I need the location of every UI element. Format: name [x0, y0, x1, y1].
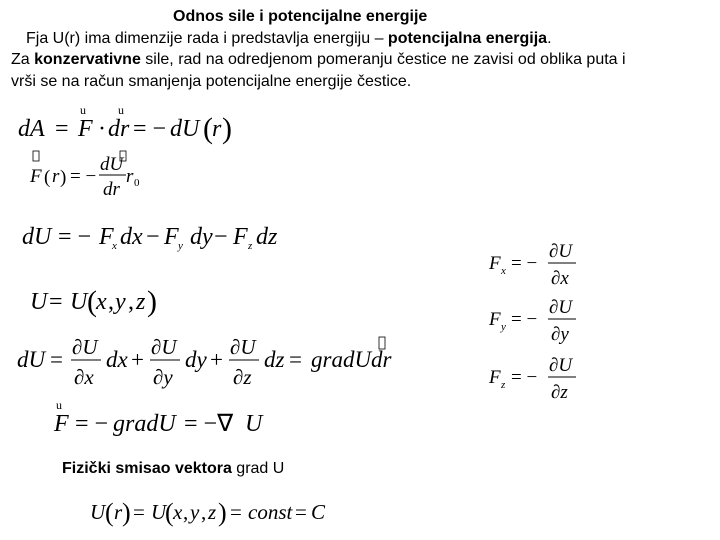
equation-potential-function	[30, 285, 157, 318]
svg-text:dA: dA	[18, 116, 45, 142]
svg-text:−: −	[214, 224, 228, 250]
svg-text:U: U	[245, 411, 263, 437]
svg-text:): )	[147, 285, 157, 318]
page-title: Odnos sile i potencijalne energije	[173, 8, 428, 25]
equation-potential-differential	[22, 224, 278, 252]
svg-text:dU: dU	[17, 347, 46, 372]
svg-text:const: const	[248, 500, 293, 524]
svg-text:∂U: ∂U	[549, 297, 573, 318]
svg-text:F: F	[489, 309, 501, 330]
equation-work	[18, 103, 232, 145]
svg-text:x: x	[501, 265, 506, 277]
svg-text:F: F	[164, 224, 179, 250]
svg-text:∂x: ∂x	[74, 365, 94, 389]
svg-text:dy: dy	[190, 224, 213, 250]
svg-text:= −: = −	[511, 367, 538, 388]
svg-text:U: U	[70, 289, 88, 315]
svg-text:= −: = −	[58, 224, 92, 250]
svg-text:,: ,	[108, 289, 114, 315]
svg-text:U: U	[151, 500, 167, 524]
svg-text:U: U	[30, 289, 48, 315]
svg-text:r: r	[114, 500, 123, 524]
svg-text:=: =	[55, 116, 69, 142]
svg-text:·: ·	[98, 116, 106, 142]
equation-fx-component	[488, 241, 576, 289]
svg-text:): )	[218, 498, 227, 527]
svg-text:=: =	[133, 500, 145, 524]
equation-fz-component	[488, 355, 576, 403]
equation-gradient-differential	[17, 335, 393, 389]
svg-text:F: F	[489, 253, 501, 274]
svg-text:(: (	[105, 498, 114, 527]
line2-text-end: sile, rad na odredjenom pomeranju čestice ne zavisi od oblika puta i	[140, 51, 626, 68]
line1-end: .	[547, 30, 552, 47]
svg-text:y: y	[178, 240, 183, 252]
svg-text:∂U: ∂U	[549, 241, 573, 262]
svg-text:gradU: gradU	[113, 411, 176, 437]
svg-text:dx: dx	[106, 347, 128, 372]
svg-text:∂z: ∂z	[233, 365, 252, 389]
equation-fy-component	[488, 297, 576, 345]
svg-text:= −: = −	[511, 309, 538, 330]
svg-text:=: =	[50, 347, 63, 372]
svg-text:,: ,	[183, 500, 189, 524]
svg-text:x: x	[96, 289, 107, 315]
svg-text:= −: = −	[75, 411, 109, 437]
svg-text:∂U: ∂U	[72, 335, 98, 359]
equation-equipotential	[90, 498, 326, 527]
svg-text:F: F	[78, 116, 93, 142]
svg-text:dz: dz	[256, 224, 278, 250]
equation-force-derivative	[29, 151, 140, 200]
svg-text:,: ,	[201, 500, 207, 524]
svg-text:(: (	[44, 167, 51, 188]
svg-text:(: (	[203, 112, 213, 145]
svg-text:=: =	[49, 289, 63, 315]
equation-force-gradient	[53, 398, 264, 437]
svg-text:): )	[60, 167, 67, 188]
svg-text:dr: dr	[103, 179, 120, 200]
svg-text:dx: dx	[120, 224, 143, 250]
line2-bold-term: konzervativne	[34, 51, 141, 68]
svg-text:z: z	[248, 240, 253, 252]
svg-text:z: z	[208, 500, 217, 524]
svg-text:x: x	[112, 240, 117, 252]
svg-text:dz: dz	[264, 347, 285, 372]
svg-text:y: y	[501, 321, 506, 333]
svg-text:= −∇: = −∇	[184, 411, 234, 437]
svg-text:0: 0	[134, 177, 140, 189]
svg-text:F: F	[99, 224, 114, 250]
svg-text:): )	[122, 498, 131, 527]
svg-text:dr: dr	[108, 116, 130, 142]
svg-text:=: =	[289, 347, 302, 372]
svg-text:u: u	[56, 398, 62, 412]
svg-text:F: F	[489, 367, 501, 388]
svg-text:y: y	[190, 500, 200, 524]
svg-text:dy: dy	[185, 347, 207, 372]
svg-text:(: (	[165, 498, 174, 527]
physical-meaning-bold: Fizički smisao vektora	[62, 460, 232, 477]
svg-text:∂y: ∂y	[153, 365, 173, 389]
svg-text:∂x: ∂x	[551, 268, 569, 289]
svg-text:dU: dU	[22, 224, 52, 250]
svg-text:F: F	[233, 224, 248, 250]
svg-text:∂y: ∂y	[551, 324, 569, 345]
svg-text:= −: = −	[70, 166, 97, 187]
line1-bold-term: potencijalna energija	[387, 30, 548, 47]
svg-text:=: =	[230, 500, 242, 524]
svg-text:dU: dU	[100, 154, 124, 175]
svg-text:z: z	[501, 379, 506, 391]
svg-text:= −: = −	[133, 116, 167, 142]
line1-text: Fja U(r) ima dimenzije rada i predstavlja energiju –	[26, 30, 388, 47]
svg-text:C: C	[311, 500, 326, 524]
svg-text:r: r	[126, 166, 134, 187]
svg-text:U: U	[90, 500, 106, 524]
svg-text:= −: = −	[511, 253, 538, 274]
svg-text:dU: dU	[170, 116, 200, 142]
svg-text:r: r	[212, 116, 222, 142]
svg-text:F: F	[54, 411, 69, 437]
line2-text-start: Za	[11, 51, 35, 68]
physical-meaning-rest: grad U	[231, 460, 285, 477]
svg-text:−: −	[146, 224, 160, 250]
svg-text:z: z	[136, 289, 146, 315]
paragraph-line-3: vrši se na račun smanjenja potencijalne energije čestice.	[11, 73, 412, 90]
svg-text:∂U: ∂U	[549, 355, 573, 376]
svg-text:∂z: ∂z	[551, 382, 568, 403]
svg-text:,: ,	[128, 289, 134, 315]
svg-text:u: u	[118, 103, 124, 117]
svg-text:F: F	[30, 166, 42, 187]
svg-text:(: (	[87, 285, 97, 318]
svg-text:+: +	[210, 347, 223, 372]
svg-text:gradUdr: gradUdr	[311, 347, 392, 372]
svg-text:∂U: ∂U	[230, 335, 256, 359]
svg-text:=: =	[295, 500, 307, 524]
svg-text:x: x	[173, 500, 183, 524]
svg-text:r: r	[52, 166, 60, 187]
svg-text:y: y	[115, 289, 126, 315]
svg-text:): )	[222, 112, 232, 145]
svg-text:+: +	[131, 347, 144, 372]
svg-text:u: u	[80, 103, 86, 117]
svg-text:∂U: ∂U	[151, 335, 177, 359]
